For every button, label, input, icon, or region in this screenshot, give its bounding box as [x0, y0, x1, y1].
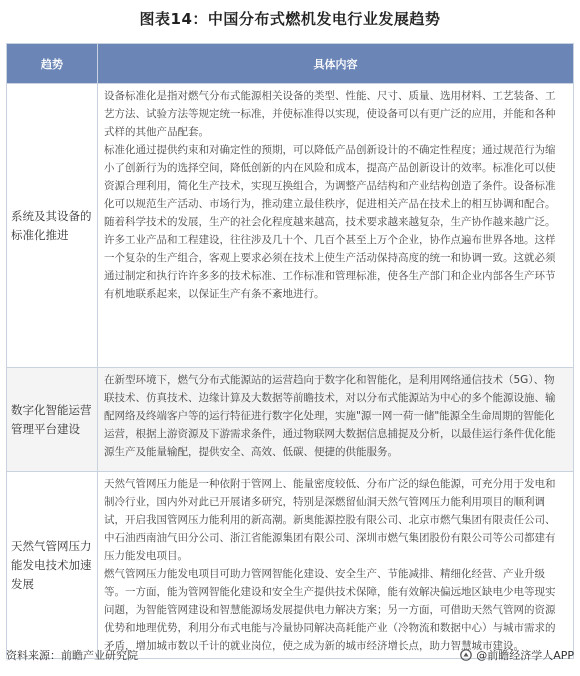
trend-content: [98, 84, 574, 368]
brand-logo-icon: [460, 649, 472, 661]
trend-content: [98, 368, 574, 472]
trend-content: [98, 472, 574, 659]
header-content: 具体内容: [98, 44, 574, 84]
table-header-row: [7, 44, 574, 84]
trend-label: 天然气管网压力能发电技术加速发展: [7, 472, 98, 659]
trend-table: [6, 43, 574, 659]
figure-title: 图表14：中国分布式燃机发电行业发展趋势: [139, 10, 441, 28]
brand-credit: [460, 647, 574, 663]
footer: [6, 647, 574, 665]
content-paragraph: 燃气管网压力能发电项目可助力管网智能化建设、安全生产、节能减排、精细化经营、产业升级等。一方面，能为管网智能化建设和安全生产提供技术保障，能有效解决偏远地区缺电少电等现实问题，为智能管网建设和智慧能源场发展提供电力解决方案；另一方面，可借助天然气管网的资源优势和地理优势，利用分布式电能与冷量协同解决高耗能产业（冷物流和数据中心）与城市需求的矛盾，增加城市数以千计的就业岗位，使之成为新的城市经济增长点，助力智慧城市建设。: [104, 568, 556, 652]
table-row: [7, 472, 574, 659]
content-paragraph: 在新型环境下，燃气分布式能源站的运营趋向于数字化和智能化，是利用网络通信技术（5G）、物联技术、仿真技术、边缘计算及大数据等前瞻技术，对以分布式能源站为中心的多个能源设施、输配网络及终端客户等的运行特征进行数字化处理，实施"源一网一荷一储"能源全生命周期的智能化运营，根据上游资源及下游需求条件，通过物联网大数据信息捕捉及分析，以最佳运行条件优化能源生产及能量输配，提供安全、高效、低碳、便捷的供能服务。: [104, 374, 556, 458]
trend-label: 数字化智能运营管理平台建设: [7, 368, 98, 472]
content-paragraph: 设备标准化是指对燃气分布式能源相关设备的类型、性能、尺寸、质量、选用材料、工艺装备、工艺方法、试验方法等规定统一标准，并使标准得以实现，使设备可以有更广泛的应用，并能和各种式样的其他产品配套。: [104, 90, 556, 138]
table-row: [7, 84, 574, 368]
header-trend: 趋势: [7, 44, 98, 84]
source-note: 资料来源：前瞻产业研究院: [6, 649, 138, 662]
table-row: [7, 368, 574, 472]
trend-label: 系统及其设备的标准化推进: [7, 84, 98, 368]
content-paragraph: 标准化通过提供约束和对确定性的预期，可以降低产品创新设计的不确定性程度；通过规范行为缩小了创新行为的选择空间，降低创新的内在风险和成本，提高产品创新设计的效率。标准化可以使资源合理利用，简化生产技术，实现互换组合，为调整产品结构和产业结构创造了条件。设备标准化可以规范生产活动、市场行为，推动建立最佳秩序，促进相关产品在技术上的相互协调和配合。随着科学技术的发展，生产的社会化程度越来越高，技术要求越来越复杂，生产协作越来越广泛。许多工业产品和工程建设，往往涉及几十个、几百个甚至上万个企业，协作点遍布世界各地。这样一个复杂的生产组合，客观上要求必须在技术上使生产活动保持高度的统一和协调一致。这就必须通过制定和执行许许多多的技术标准、工作标准和管理标准，使各生产部门和企业内部各生产环节有机地联系起来，以保证生产有条不紊地进行。: [104, 144, 556, 300]
content-paragraph: 天然气管网压力能是一种依附于管网上、能量密度较低、分布广泛的绿色能源，可充分用于发电和制冷行业，国内外对此已开展诸多研究，特别是深燃留仙洞天然气管网压力能利用项目的顺利调试，开启我国管网压力能利用的新高潮。新奥能源控股有限公司、北京市燃气集团有限责任公司、中石油西南油气田分公司、浙江省能源集团有限公司、深圳市燃气集团股份有限公司等公司都建有压力能发电项目。: [104, 478, 556, 562]
brand-label: @前瞻经济学人APP: [476, 649, 574, 662]
